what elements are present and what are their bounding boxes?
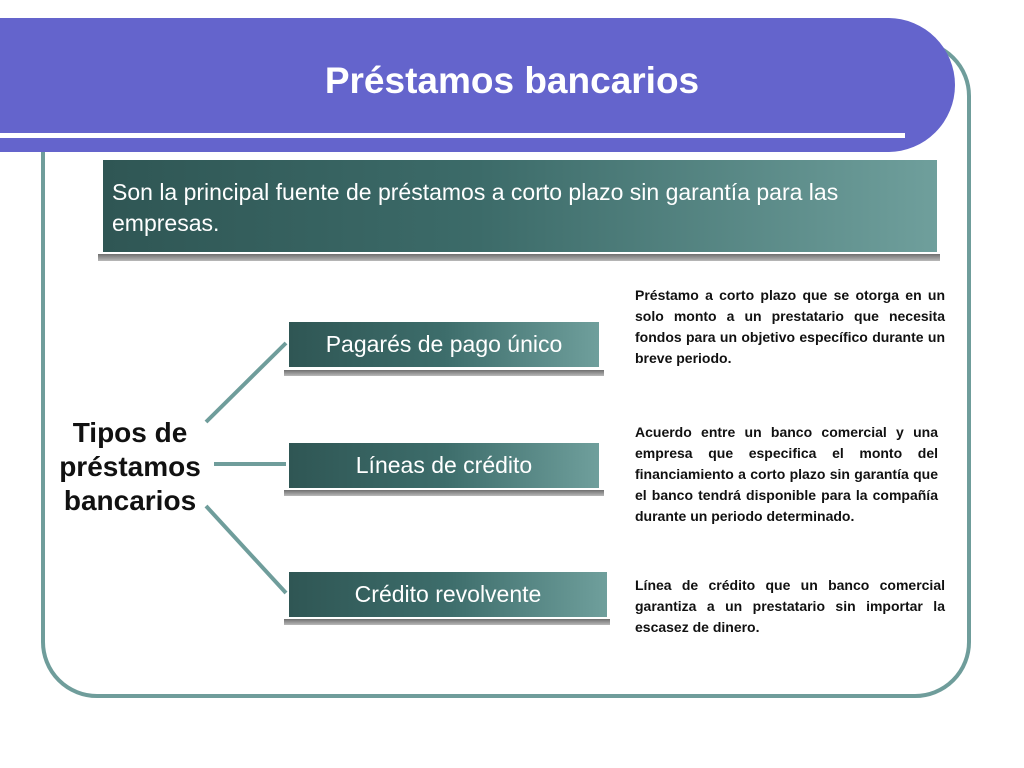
branch-box-revolvente: Crédito revolvente	[289, 572, 607, 617]
branch-description-lineas: Acuerdo entre un banco comercial y una empresa que especifica el monto del financiamiento a corto plazo sin garantía que el banco tendrá disponible para la compañía durante un periodo determinado.	[635, 424, 938, 524]
connector-bottom	[206, 506, 286, 593]
branch-box-pagares: Pagarés de pago único	[289, 322, 599, 367]
branch-box-shadow	[284, 490, 604, 496]
branch-description-revolvente: Línea de crédito que un banco comercial garantiza a un prestatario sin importar la escasez de dinero.	[635, 577, 945, 635]
intro-banner: Son la principal fuente de préstamos a corto plazo sin garantía para las empresas.	[103, 160, 937, 252]
root-label: Tipos de préstamos bancarios	[59, 417, 201, 516]
branch-box-shadow	[284, 619, 610, 625]
branch-box-shadow	[284, 370, 604, 376]
connector-top	[206, 343, 286, 422]
branch-box-lineas: Líneas de crédito	[289, 443, 599, 488]
branch-description-pagares: Préstamo a corto plazo que se otorga en un solo monto a un prestatario que necesita fondos para un objetivo específico durante un breve periodo.	[635, 287, 945, 366]
slide-title: Préstamos bancarios	[324, 60, 700, 101]
